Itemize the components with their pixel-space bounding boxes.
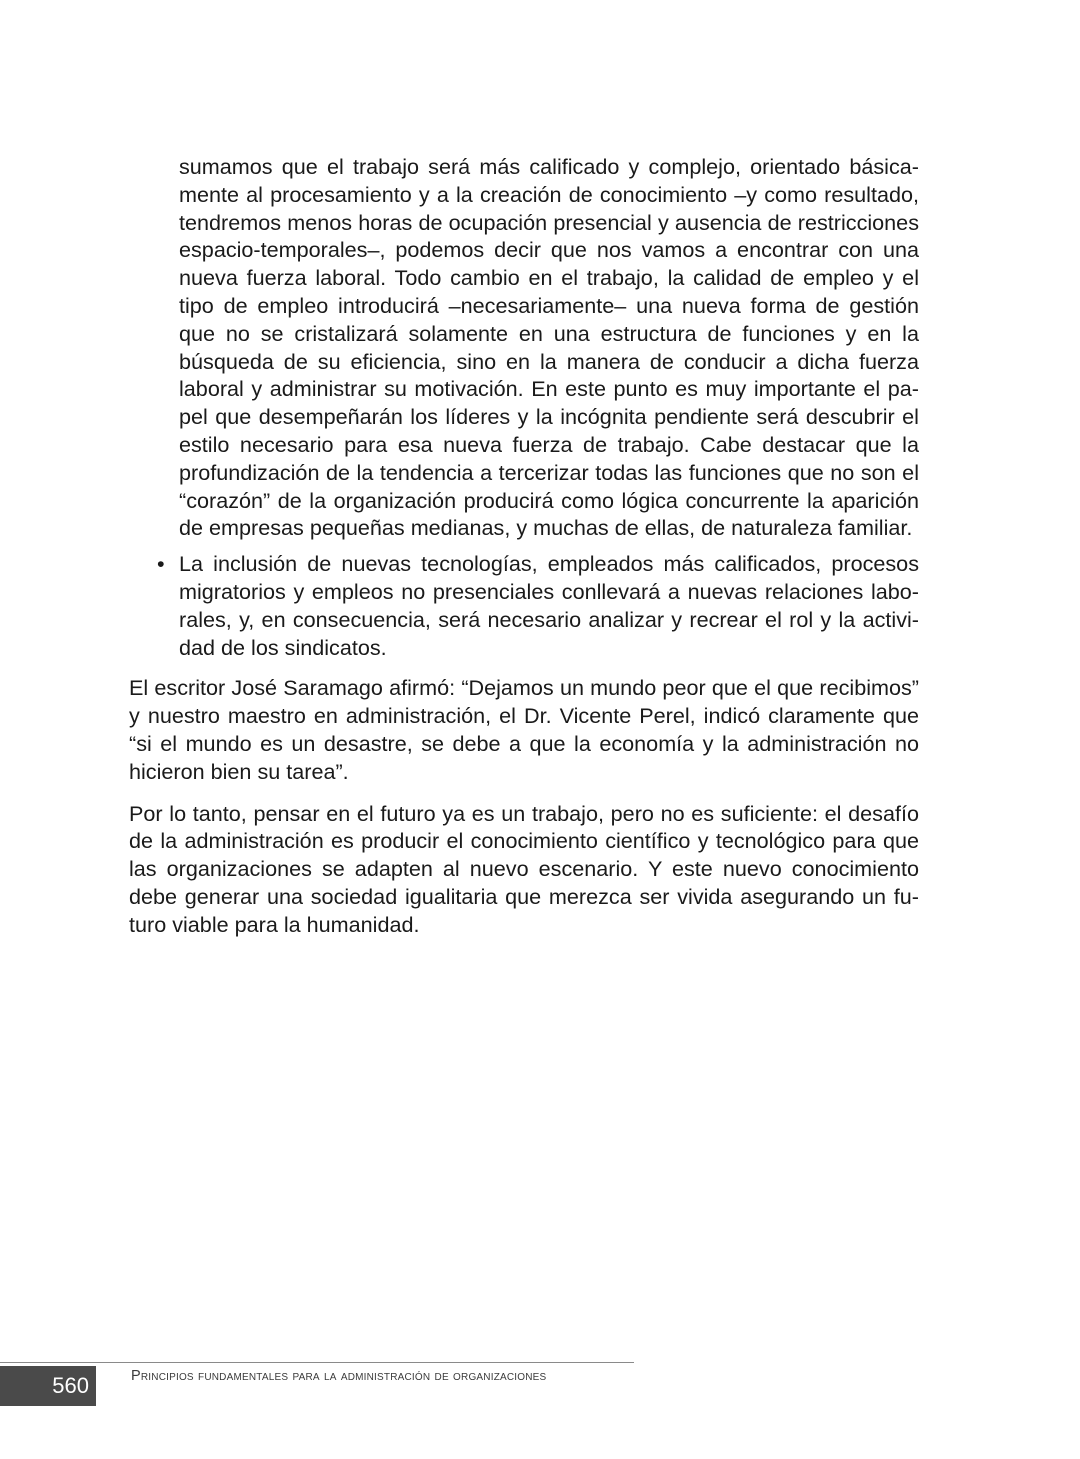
list-item-text: La inclusión de nuevas tecnologías, empleados más calificados, procesos migratorios y empleos no presenciales conllevará a nuevas relaciones laborales, y, en consecuencia, será necesario analizar y recrear el rol y la actividad de los sindicatos. xyxy=(179,551,919,660)
bullet-marker: • xyxy=(157,551,165,577)
continued-list-paragraph: sumamos que el trabajo será más calificado y complejo, orientado básicamente al procesamiento y a la creación de conocimiento –y como resultado, tendremos menos horas de ocupación presencial y ausencia de restricciones espacio-temporales–, podemos decir que nos vamos a encontrar con una nueva fuerza laboral. Todo cambio en el trabajo, la calidad de empleo y el tipo de empleo introducirá –necesariamente– una nueva forma de gestión que no se cristalizará solamente en una estructura de funciones y en la búsqueda de su eficiencia, sino en la manera de conducir a dicha fuerza laboral y administrar su motivación. En este punto es muy importante el papel que desempeñarán los líderes y la incógnita pendiente será descubrir el estilo necesario para esa nueva fuerza de trabajo. Cabe destacar que la profundización de la tendencia a tercerizar todas las funciones que no son el “corazón” de la organización producirá como lógica concurrente la aparición de empresas pequeñas medianas, y muchas de ellas, de naturaleza familiar. xyxy=(179,154,919,541)
page-body xyxy=(129,153,919,939)
footer-rule xyxy=(0,1362,634,1363)
running-title: Principios fundamentales para la administración de organizaciones xyxy=(131,1368,547,1384)
page-number: 560 xyxy=(0,1366,96,1406)
list-item xyxy=(129,550,919,661)
body-paragraph-conclusion: Por lo tanto, pensar en el futuro ya es un trabajo, pero no es suficiente: el desafío de la administración es producir el conocimiento científico y tecnológico para que las organizaciones se adapten al nuevo escenario. Y este nuevo conocimiento debe generar una sociedad igualitaria que merezca ser vivida asegurando un futuro viable para la humanidad. xyxy=(129,800,919,937)
body-paragraph-saramago: El escritor José Saramago afirmó: “Dejamos un mundo peor que el que recibimos” y nuestro maestro en administración, el Dr. Vicente Perel, indicó claramente que “si el mundo es un desastre, se debe a que la economía y la administración no hicieron bien su tarea”. xyxy=(129,675,919,784)
